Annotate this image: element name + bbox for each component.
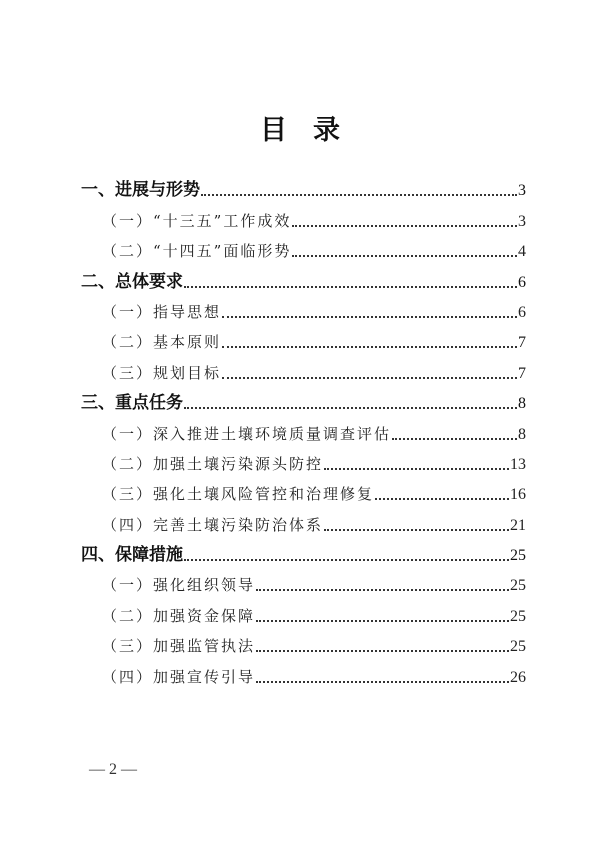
toc-entry-3-2[interactable] (81, 444, 526, 474)
dot-leader (324, 468, 509, 470)
toc-entry-2-2[interactable] (81, 322, 526, 352)
toc-entry-page: 21 (510, 516, 526, 534)
dot-leader (256, 589, 509, 591)
toc-entry-page: 25 (510, 577, 526, 595)
toc-entry-label: （三）强化土壤风险管控和治理修复 (102, 485, 375, 504)
toc-entry-4-2[interactable] (81, 595, 526, 625)
toc-entry-page: 3 (518, 212, 526, 230)
toc-entry-page: 6 (518, 303, 526, 321)
toc-entry-label: （一）指导思想 (102, 302, 222, 321)
toc-entry-4-4[interactable] (81, 656, 526, 686)
toc-entry-page: 7 (518, 334, 526, 352)
page-title: 目录 (260, 115, 366, 146)
dot-leader (256, 620, 509, 622)
toc-entry-label: （二）加强资金保障 (102, 606, 256, 625)
dot-leader (375, 498, 509, 500)
toc-entry-2-1[interactable] (81, 292, 526, 322)
toc-entry-page: 8 (518, 395, 526, 413)
toc-entry-3-4[interactable] (81, 504, 526, 534)
toc-entry-page: 8 (518, 425, 526, 443)
toc-entry-1-1[interactable] (81, 200, 526, 230)
toc-entry-label: （二）基本原则 (102, 333, 222, 352)
toc-entry-1-2[interactable] (81, 231, 526, 261)
toc-entry-label: （一）“十三五”工作成效 (102, 211, 292, 230)
toc-entry-label: （二）“十四五”面临形势 (102, 242, 292, 261)
toc-entry-label: （三）加强监管执法 (102, 637, 256, 656)
page-number-footer: — 2 — (89, 761, 137, 778)
dot-leader (392, 438, 517, 440)
dot-leader (256, 650, 509, 652)
toc-entry-3-3[interactable] (81, 474, 526, 504)
toc-entry-page: 3 (518, 182, 526, 200)
dot-leader (292, 225, 517, 227)
dot-leader (292, 255, 517, 257)
toc-entry-label: 一、进展与形势 (81, 180, 200, 201)
toc-entry-label: （四）加强宣传引导 (102, 667, 256, 686)
toc-entry-2-3[interactable] (81, 352, 526, 382)
dot-leader (256, 681, 509, 683)
toc-entry-label: （三）规划目标 (102, 363, 222, 382)
toc-entry-label: （一）深入推进土壤环境质量调查评估 (102, 424, 392, 443)
toc-entry-page: 25 (510, 547, 526, 565)
dot-leader (222, 316, 517, 318)
toc-entry-page: 26 (510, 668, 526, 686)
dot-leader (184, 286, 517, 288)
toc-entry-page: 13 (510, 455, 526, 473)
table-of-contents (81, 170, 526, 687)
toc-entry-label: （二）加强土壤污染源头防控 (102, 454, 324, 473)
toc-entry-page: 7 (518, 364, 526, 382)
toc-entry-page: 25 (510, 638, 526, 656)
dot-leader (222, 346, 517, 348)
toc-entry-page: 16 (510, 486, 526, 504)
toc-entry-label: 二、总体要求 (81, 271, 183, 292)
toc-entry-section-1[interactable] (81, 170, 526, 200)
toc-entry-section-4[interactable] (81, 535, 526, 565)
toc-entry-page: 25 (510, 607, 526, 625)
toc-entry-label: （一）强化组织领导 (102, 576, 256, 595)
toc-entry-section-2[interactable] (81, 261, 526, 291)
toc-entry-4-1[interactable] (81, 565, 526, 595)
dot-leader (222, 377, 517, 379)
toc-entry-label: 三、重点任务 (81, 393, 183, 414)
dot-leader (184, 407, 517, 409)
dot-leader (201, 194, 517, 196)
toc-entry-page: 4 (518, 243, 526, 261)
toc-entry-page: 6 (518, 273, 526, 291)
toc-entry-section-3[interactable] (81, 383, 526, 413)
dot-leader (184, 559, 509, 561)
toc-entry-label: （四）完善土壤污染防治体系 (102, 515, 324, 534)
toc-entry-3-1[interactable] (81, 413, 526, 443)
dot-leader (324, 529, 509, 531)
toc-entry-label: 四、保障措施 (81, 545, 183, 566)
toc-entry-4-3[interactable] (81, 626, 526, 656)
